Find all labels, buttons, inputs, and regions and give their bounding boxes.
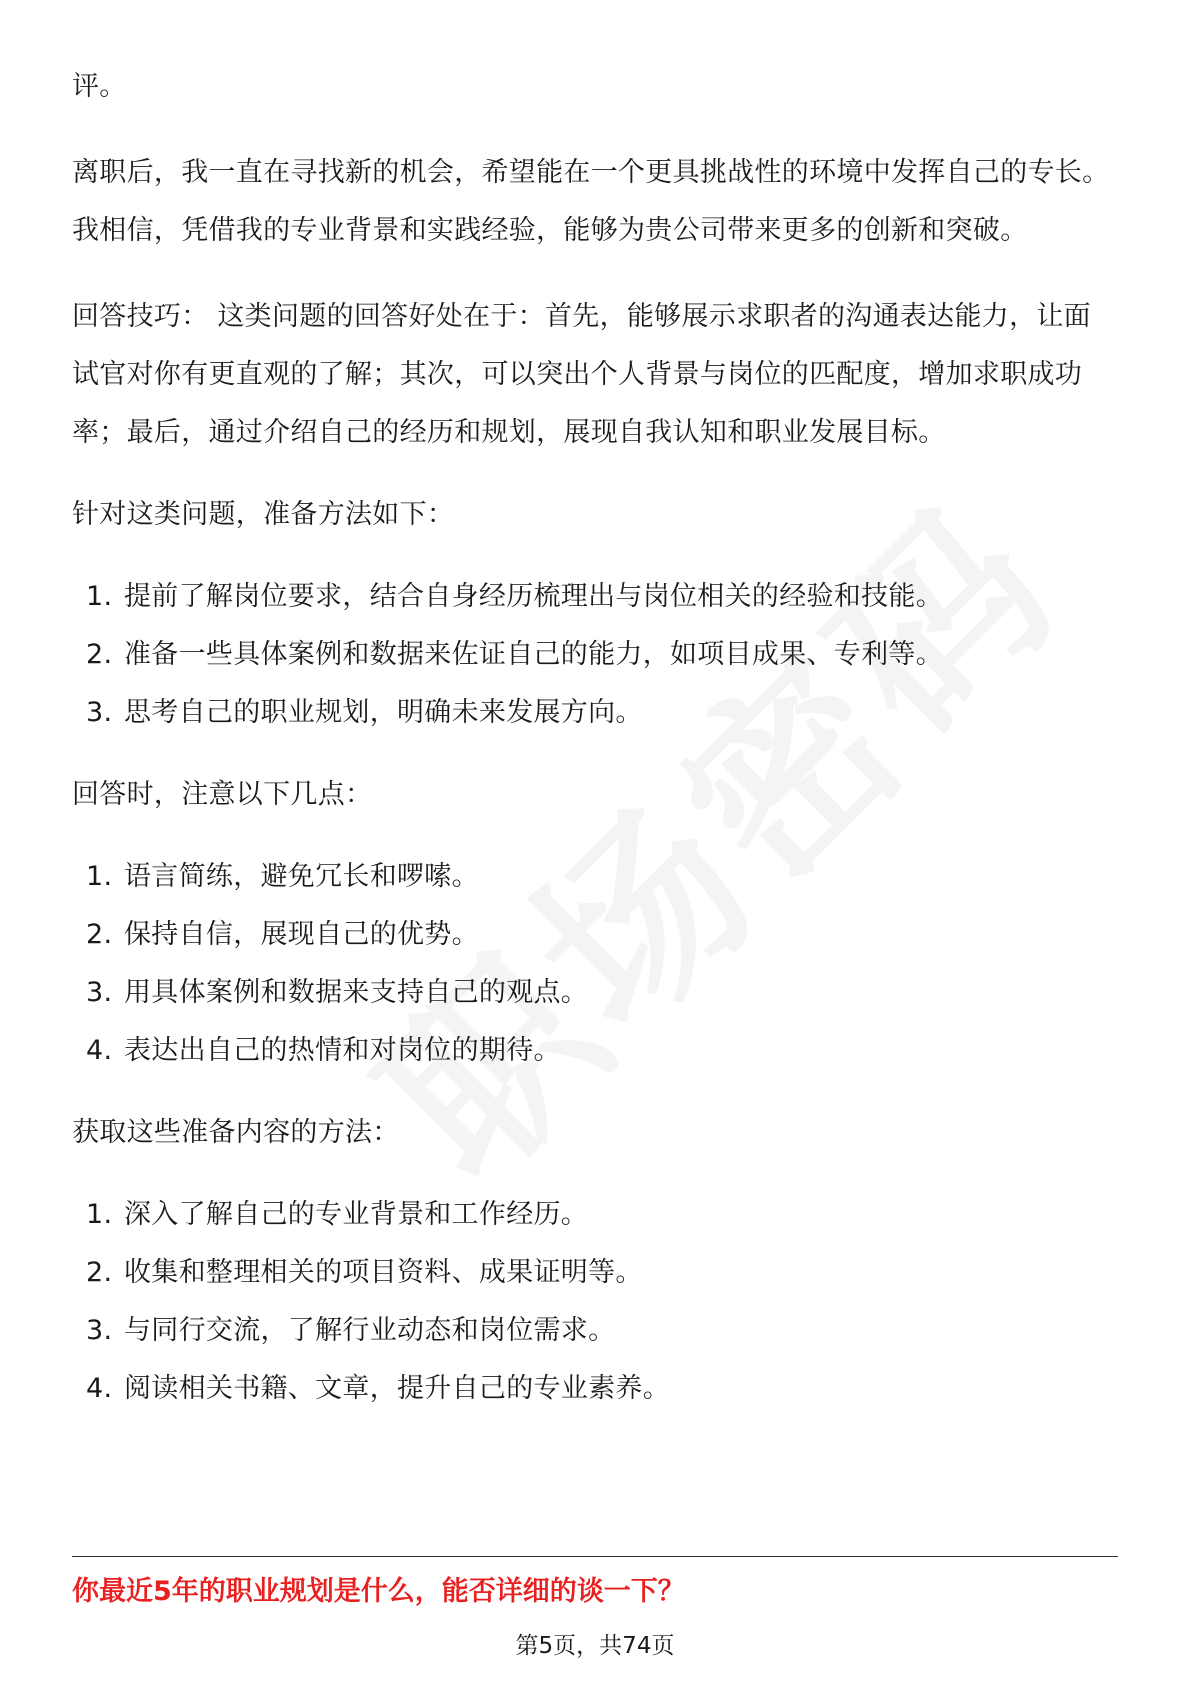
list-item [72, 1186, 1118, 1244]
list-item [72, 684, 1118, 742]
list-number: 4. [86, 1035, 113, 1066]
list-text: 与同行交流，了解行业动态和岗位需求。 [124, 1315, 616, 1346]
paragraph-resignation: 离职后，我一直在寻找新的机会，希望能在一个更具挑战性的环境中发挥自己的专长。我相信，凭借我的专业背景和实践经验，能够为贵公司带来更多的创新和突破。 [72, 157, 1110, 246]
list-number: 2. [86, 639, 113, 670]
page-number: 第5页，共74页 [515, 1633, 675, 1659]
list-item [72, 626, 1118, 684]
list-number: 3. [86, 977, 113, 1008]
list-item [72, 964, 1118, 1022]
list-item [72, 1302, 1118, 1360]
paragraph-continuation: 评。 [72, 71, 127, 102]
list-text: 深入了解自己的专业背景和工作经历。 [124, 1199, 589, 1230]
prep-method-list [72, 568, 1118, 742]
list-text: 语言简练，避免冗长和啰嗦。 [124, 861, 479, 892]
list-item [72, 568, 1118, 626]
list-text: 表达出自己的热情和对岗位的期待。 [124, 1035, 561, 1066]
list-item [72, 1360, 1118, 1418]
list-number: 2. [86, 1257, 113, 1288]
list-text: 提前了解岗位要求，结合自身经历梳理出与岗位相关的经验和技能。 [124, 581, 943, 612]
list-item [72, 1022, 1118, 1080]
list-text: 阅读相关书籍、文章，提升自己的专业素养。 [124, 1373, 670, 1404]
paragraph-answer-tips: 回答技巧： 这类问题的回答好处在于：首先，能够展示求职者的沟通表达能力，让面试官对你有更直观的了解；其次，可以突出个人背景与岗位的匹配度，增加求职成功率；最后，通过介绍自己的经历和规划，展现自我认知和职业发展目标。 [72, 301, 1091, 448]
list-number: 3. [86, 697, 113, 728]
question-heading: 你最近5年的职业规划是什么，能否详细的谈一下？ [72, 1576, 685, 1607]
list-item [72, 848, 1118, 906]
list-item [72, 906, 1118, 964]
paragraph-answer-notes-intro: 回答时，注意以下几点： [72, 779, 373, 810]
list-item [72, 1244, 1118, 1302]
sources-list [72, 1186, 1118, 1418]
list-number: 2. [86, 919, 113, 950]
list-text: 思考自己的职业规划，明确未来发展方向。 [124, 697, 643, 728]
answer-notes-list [72, 848, 1118, 1080]
list-text: 保持自信，展现自己的优势。 [124, 919, 479, 950]
paragraph-prep-intro: 针对这类问题，准备方法如下： [72, 499, 455, 530]
list-text: 准备一些具体案例和数据来佐证自己的能力，如项目成果、专利等。 [124, 639, 943, 670]
list-text: 用具体案例和数据来支持自己的观点。 [124, 977, 589, 1008]
list-number: 1. [86, 581, 113, 612]
page-body [72, 58, 1118, 1418]
paragraph-sources-intro: 获取这些准备内容的方法： [72, 1117, 400, 1148]
list-number: 3. [86, 1315, 113, 1346]
section-divider [72, 1556, 1118, 1557]
list-number: 1. [86, 861, 113, 892]
list-number: 1. [86, 1199, 113, 1230]
list-text: 收集和整理相关的项目资料、成果证明等。 [124, 1257, 643, 1288]
list-number: 4. [86, 1373, 113, 1404]
